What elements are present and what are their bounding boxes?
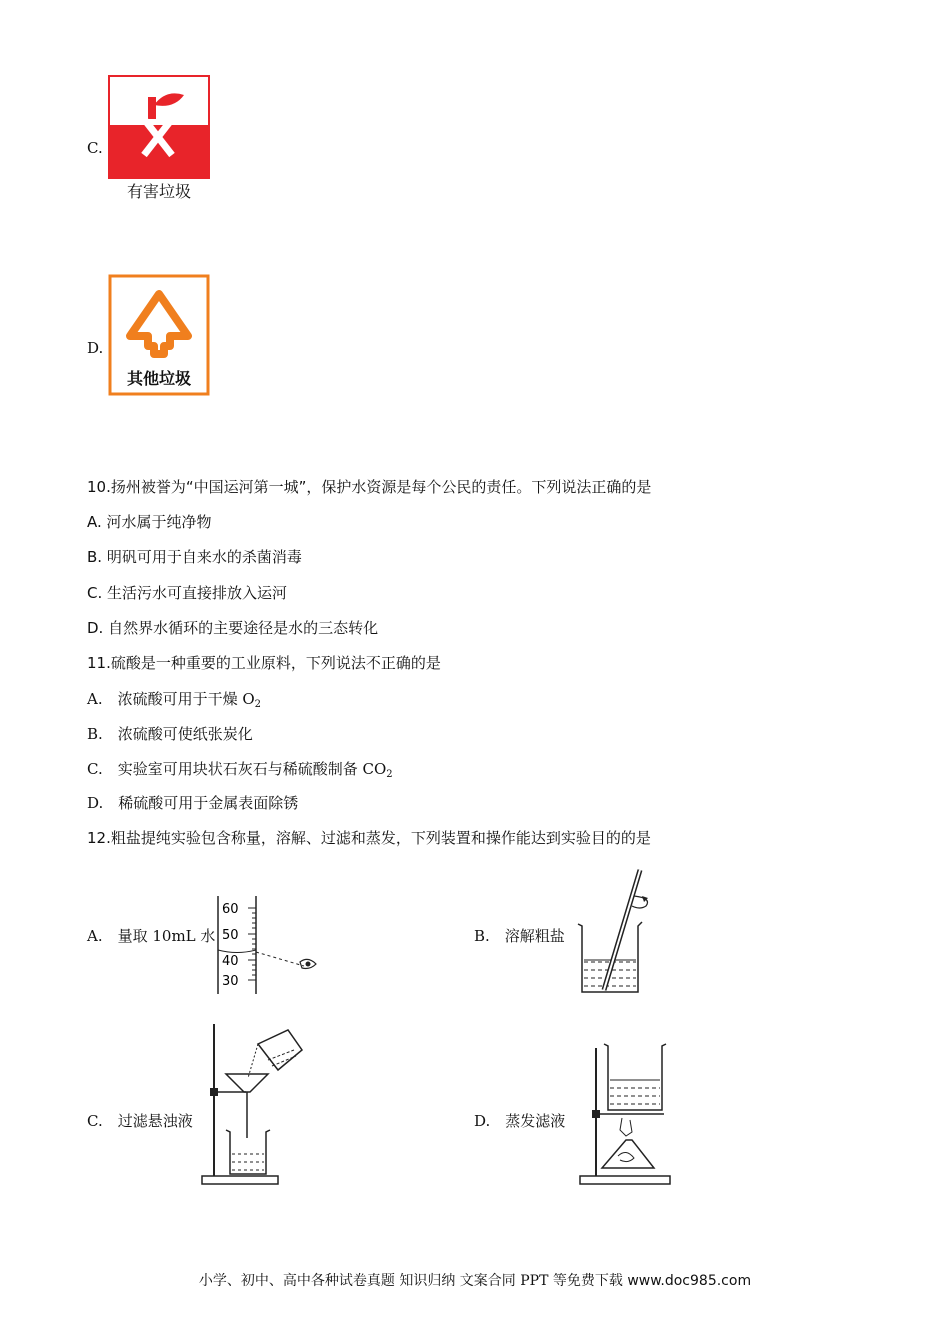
q10-option-d: D. 自然界水循环的主要途径是水的三态转化 <box>87 619 379 637</box>
cylinder-tick-30: 30 <box>222 974 239 989</box>
page-footer <box>0 1270 950 1290</box>
q12-option-c-label: C. 过滤悬浊液 <box>87 1112 193 1130</box>
hazardous-waste-sign <box>108 75 210 200</box>
q11-option-d: D. 稀硫酸可用于金属表面除锈 <box>87 794 299 812</box>
q12-option-d-label: D. 蒸发滤液 <box>474 1112 566 1130</box>
question-11-stem: 11.硫酸是一种重要的工业原料，下列说法不正确的是 <box>87 654 441 672</box>
filtration-setup-diagram <box>196 1020 314 1188</box>
q12-option-a-label: A. 量取 10mL 水 <box>87 927 216 945</box>
cylinder-tick-50: 50 <box>222 928 239 943</box>
q10-option-b: B. 明矾可用于自来水的杀菌消毒 <box>87 548 302 566</box>
cylinder-tick-40: 40 <box>222 954 239 969</box>
other-waste-sign <box>108 274 210 396</box>
option-letter: C. <box>87 139 103 157</box>
q10-option-a: A. 河水属于纯净物 <box>87 513 212 531</box>
dissolving-beaker-diagram <box>570 866 660 998</box>
evaporation-setup-diagram <box>574 1040 674 1188</box>
q12-option-b-label: B. 溶解粗盐 <box>474 927 565 945</box>
question-10-stem: 10.扬州被誉为“中国运河第一城”，保护水资源是每个公民的责任。下列说法正确的是 <box>87 478 652 496</box>
sign-caption: 其他垃圾 <box>126 369 191 388</box>
cylinder-tick-60: 60 <box>222 902 239 917</box>
question-12-stem: 12.粗盐提纯实验包含称量，溶解、过滤和蒸发，下列装置和操作能达到实验目的的是 <box>87 829 651 847</box>
footer-text: 小学、初中、高中各种试卷真题 知识归纳 文案合同 PPT 等免费下载 <box>198 1273 623 1289</box>
q10-option-c: C. 生活污水可直接排放入运河 <box>87 584 288 602</box>
measuring-cylinder-diagram <box>212 892 332 998</box>
q11-option-a: A. 浓硫酸可用于干燥 $O_2$ <box>87 690 262 710</box>
q11-option-c: C. 实验室可用块状石灰石与稀硫酸制备 $CO_2$ <box>87 760 393 780</box>
q11-option-b: B. 浓硫酸可使纸张炭化 <box>87 725 253 743</box>
option-letter: D. <box>87 339 104 357</box>
sign-caption: 有害垃圾 <box>126 182 191 201</box>
hazardous-waste-icon <box>108 75 210 179</box>
footer-url[interactable]: www.doc985.com <box>627 1273 752 1289</box>
